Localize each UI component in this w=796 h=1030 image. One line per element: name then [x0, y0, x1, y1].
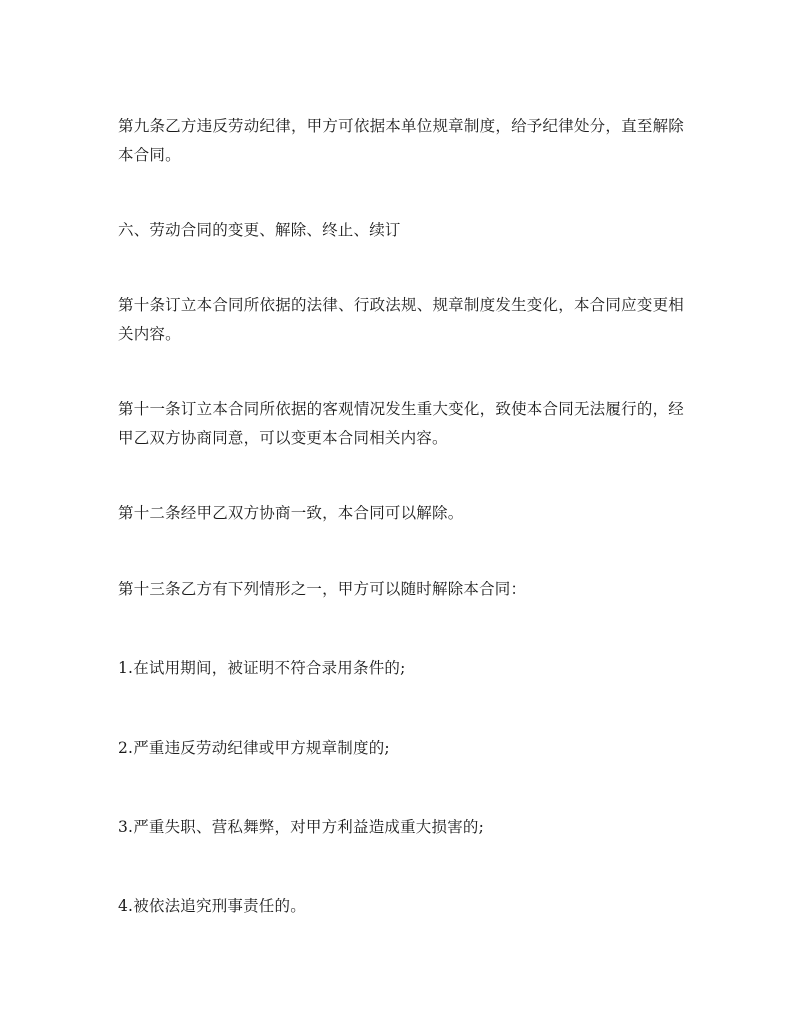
list-item-4: 4.被依法追究刑事责任的。: [118, 897, 306, 915]
article-9-paragraph: 第九条乙方违反劳动纪律，甲方可依据本单位规章制度，给予纪律处分，直至解除本合同。: [118, 117, 684, 164]
list-item-3: 3.严重失职、营私舞弊，对甲方利益造成重大损害的;: [118, 818, 485, 836]
article-12-paragraph: 第十二条经甲乙双方协商一致，本合同可以解除。: [118, 504, 464, 522]
list-item-2: 2.严重违反劳动纪律或甲方规章制度的;: [118, 739, 390, 757]
article-11-paragraph: 第十一条订立本合同所依据的客观情况发生重大变化，致使本合同无法履行的，经甲乙双方协商同意，可以变更本合同相关内容。: [118, 400, 684, 447]
article-10-paragraph: 第十条订立本合同所依据的法律、行政法规、规章制度发生变化，本合同应变更相关内容。: [118, 296, 684, 343]
section-6-heading: 六、劳动合同的变更、解除、终止、续订: [118, 221, 401, 239]
article-13-paragraph: 第十三条乙方有下列情形之一，甲方可以随时解除本合同：: [118, 580, 527, 598]
list-item-1: 1.在试用期间，被证明不符合录用条件的;: [118, 659, 406, 677]
